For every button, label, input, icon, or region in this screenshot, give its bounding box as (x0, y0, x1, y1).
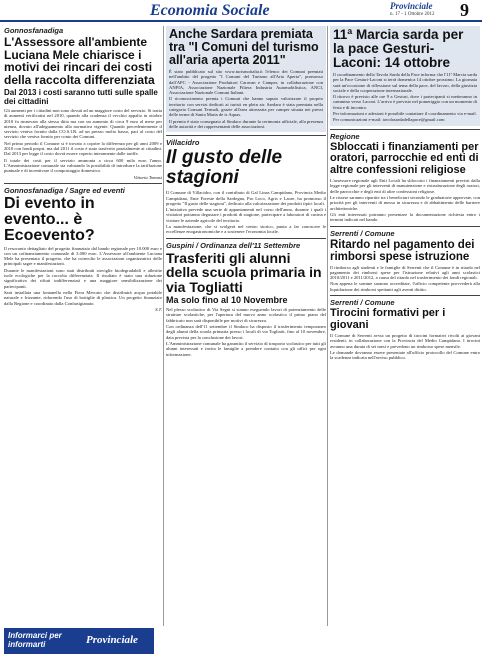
article-body (333, 72, 477, 123)
section-title: Economia Sociale (150, 2, 270, 19)
footer-logo: Provinciale (86, 634, 138, 646)
article-headline: Di evento in evento... è Ecoevento? (4, 194, 95, 244)
article-location: Villacidro (166, 138, 200, 148)
right-column (330, 26, 480, 362)
paragraph: Il Comune di Villacidro, con il contributo di Gal Linas Campidano, Provincia Medio Campidano, Ente Foreste della Sardegna, Pro Loco, Agris e Laore, ha promosso il progetto "Il gusto delle stagioni", dedicato alla valorizzazione dei prodotti tipici locali. (166, 190, 326, 206)
article-subhead: Ma solo fino al 10 Novembre (166, 295, 288, 306)
divider (166, 135, 326, 136)
paragraph: La manifestazione, che si svolgerà nel centro storico, punta a far conoscere le eccellenze enogastronomiche e a sostenere l'economia locale. (166, 224, 326, 235)
paragraph: Nel primo periodo il Comune si è trovato a coprire la differenza per gli anni 2009 e 2010 con fondi propri, ma dal 2011 il costo è stato trasferito parzialmente ai cittadini. Dal 2013 per legge il costo dovrà essere coperto interamente dalle tariffe. (4, 140, 162, 157)
article-subhead: Dal 2013 i costi saranno tutti sulle spalle dei cittadini (4, 88, 158, 106)
article-headline: 11ª Marcia sarda per la pace Gesturi-Laconi: 14 ottobre (333, 27, 464, 70)
article-body (330, 333, 480, 360)
footer-text: Informarci per informarti (8, 631, 62, 649)
masthead-logo: Provinciale (390, 1, 433, 11)
paragraph: Il riconoscimento premia i Comuni che hanno saputo valorizzare il proprio territorio con servizi dedicati ai turisti en plein air. Sardara è stata premiata nella categoria Comuni Termali, grazie all'area attrezzata per camper situata nei pressi delle terme di Santa Maria de is Aquas. (169, 96, 323, 118)
footer-banner (4, 628, 154, 654)
paragraph: Il ritrovo è previsto alle ore 9 a Gesturi, dove i partecipanti si metteranno in cammino verso Laconi. L'arrivo è previsto nel pomeriggio con un momento di festa e di incontro. (333, 94, 477, 110)
article-headline: Trasferiti gli alunni della scuola primaria in via Togliatti (166, 249, 322, 295)
article-body (330, 265, 480, 292)
paragraph: Nel plesso scolastico di Via Segni si stanno eseguendo lavori di potenziamento delle strutture scolastiche, per l'apertura del nuovo anno scolastico il primo piano del fabbricato non sarà disponibile per motivi di sicurezza. (166, 307, 326, 323)
article-body (166, 307, 326, 357)
article-body (166, 190, 326, 234)
divider (330, 226, 480, 227)
paragraph: L'assessore regionale agli Enti Locali ha sbloccato i finanziamenti previsti dalla legge regionale per gli interventi di manutenzione e ristrutturazione degli oratori, delle parrocchie e degli enti di altre confessioni religiose. (330, 178, 480, 194)
page-number: 9 (460, 0, 469, 20)
paragraph: Non appena le somme saranno accreditate, l'ufficio competente provvederà alla liquidazione dei rimborsi spettanti agli aventi diritto. (330, 281, 480, 292)
article-headline: Tirocini formativi per i giovani (330, 307, 446, 331)
paragraph: Gli aumenti per i cittadini non sono dovuti ad un maggiore costo del servizio. Si tratta di aumenti verificatisi nel 2010, quando alla scadenza il vecchio appalto in ottobre 2010 fu rinnovato alla stessa ditta ma con un aumento di circa 9 euro al mese per utenza, dovuto all'adeguamento alla normativa vigente. Quando precedentemente il servizio veniva fornito dalla CO.S.I.R. ad un prezzo molto basso, pari al costo del servizio che veniva fornito per conto dei Comuni. (4, 108, 162, 140)
article-box (330, 26, 480, 126)
middle-column (166, 26, 326, 358)
article-location: Serrenti / Comune (330, 228, 395, 238)
article-location: Gonnosfanadiga (4, 26, 64, 35)
left-column (4, 26, 162, 312)
paragraph: Con ordinanza dell'11 settembre il Sindaco ha disposto il trasferimento temporaneo degli alunni della scuola primaria presso i locali di via Togliatti, fino al 10 novembre, data prevista per la conclusione dei lavori. (166, 324, 326, 340)
article-location: Regione (330, 131, 360, 141)
article-body (4, 108, 162, 174)
article-headline: Sbloccati i finanziamenti per oratori, parrocchie ed enti di altre confessioni religiose (330, 140, 479, 176)
article-box (166, 26, 326, 132)
paragraph: Il coordinamento della Tavola Sarda della Pace informa che l'11ª Marcia sarda per la Pace Gesturi-Laconi si terrà domenica 14 ottobre prossimo. La giornata sarà un'occasione di riflessione sul tema della pace, del lavoro, della giustizia sociale e della cooperazione internazionale. (333, 72, 477, 93)
column-divider (163, 26, 164, 626)
column-divider (327, 26, 328, 626)
divider (330, 295, 480, 296)
paragraph: Il totale dei costi per il servizio ammonta a circa 600 mila euro l'anno. L'Amministrazione comunale sta valutando la possibilità di introdurre la tariffazione puntuale e di incentivare il compostaggio domestico. (4, 157, 162, 174)
byline: Vittoria Tomasi (133, 174, 162, 180)
paragraph: Sarà installata una fontanella nella Fiera Mercato che distribuirà acqua potabile naturale e frizzante, riducendo l'uso di bottiglie di plastica. Un progetto finanziato dalla Regione e coordinato dalla Confartigianato. (4, 289, 162, 306)
article-headline: Anche Sardara premiata tra "I Comuni del turismo all'aria aperta 2011" (169, 27, 319, 67)
paragraph: Gli enti interessati potranno presentare la documentazione richiesta entro i termini indicati nel bando. (330, 211, 480, 223)
article-headline: L'Assessore all'ambiente Luciana Mele chiarisce i motivi dei rincari dei costi della raccolta differenziata (4, 35, 155, 87)
page-header (0, 0, 482, 22)
paragraph: Il premio è stato consegnato al Sindaco durante la cerimonia ufficiale, alla presenza delle autorità e dei rappresentanti delle associazioni. (169, 118, 323, 129)
article-location: Gonnosfanadiga / Sagre ed eventi (4, 185, 125, 195)
article-body (4, 246, 162, 306)
paragraph: Il resoconto dettagliato del progetto finanziato dal bando regionale per 10.000 euro e con un cofinanziamento comunale di 3.000 euro. L'Assessore all'ambiente Luciana Mele ha presentato il progetto, che ha coinvolto le associazioni organizzatrici delle principali sagre e manifestazioni. (4, 245, 162, 267)
divider (330, 129, 480, 130)
article-headline: Il gusto delle stagioni (166, 147, 283, 189)
byline: S.T. (155, 306, 162, 312)
article-location: Serrenti / Comune (330, 298, 395, 308)
divider (4, 183, 162, 184)
paragraph: È stato pubblicato sul sito www.turismoitalia.it l'elenco dei Comuni premiati nell'ambito del progetto "I Comuni del Turismo all'Aria Aperta", promosso dall'APC - Associazione Produttori Caravan e Camper, in collaborazione con ANFIA, Associazione Nazionale Filiera Industria Automobilistica, ANCI, Associazione Nazionale Comuni Italiani. (169, 69, 323, 96)
article-location: Guspini / Ordinanza dell'11 Settembre (166, 240, 301, 250)
article-headline: Ritardo nel pagamento dei rimborsi spese istruzione (330, 238, 475, 263)
paragraph: Per informazioni e adesioni è possibile contattare il coordinamento via e-mail. (333, 111, 477, 117)
divider (166, 238, 326, 239)
paragraph: Il Comune di Serrenti avvia un progetto di tirocini formativi rivolti ai giovani residenti, in collaborazione con la Provincia del Medio Campidano. I tirocini avranno una durata di sei mesi e prevedono un rimborso spese mensile. (330, 333, 480, 349)
contact-line: Per comunicazioni e-mail: tavolasardadellapace@gmail.com (333, 117, 445, 123)
paragraph: Durante le manifestazioni sono stati distribuiti stoviglie biodegradabili e allestite isole ecologiche per la raccolta differenziata. Il risultato è stato una riduzione significativa dei rifiuti indifferenziati e una maggiore sensibilizzazione dei partecipanti. (4, 267, 162, 289)
issue-info: n. 17 - 1 Ottobre 2012 (390, 12, 435, 17)
article-body (169, 69, 323, 129)
paragraph: Le risorse saranno ripartite tra i beneficiari secondo le graduatorie approvate, con priorità per gli interventi di messa in sicurezza e di abbattimento delle barriere architettoniche. (330, 195, 480, 211)
paragraph: L'Amministrazione comunale ha garantito il servizio di trasporto scolastico per tutti gli alunni interessati e invita le famiglie a prendere contatto con gli uffici per ogni informazione. (166, 340, 326, 357)
paragraph: L'iniziativa prevede una serie di appuntamenti nel corso dell'anno, durante i quali i visitatori potranno degustare i prodotti di stagione, partecipare a laboratori di cucina e visitare le aziende agricole del territorio. (166, 207, 326, 223)
article-body (330, 178, 480, 222)
paragraph: Le domande dovranno essere presentate all'ufficio protocollo del Comune entro la scadenza indicata nell'avviso pubblico. (330, 349, 480, 361)
paragraph: Il rimborso agli studenti e le famiglie di Serrenti che il Comune è in ritardo nel pagamento dei rimborsi spese per l'istruzione relativi agli anni scolastici 2010/2011 e 2011/2012, a causa del ritardo nel trasferimento dei fondi regionali. (330, 264, 480, 281)
